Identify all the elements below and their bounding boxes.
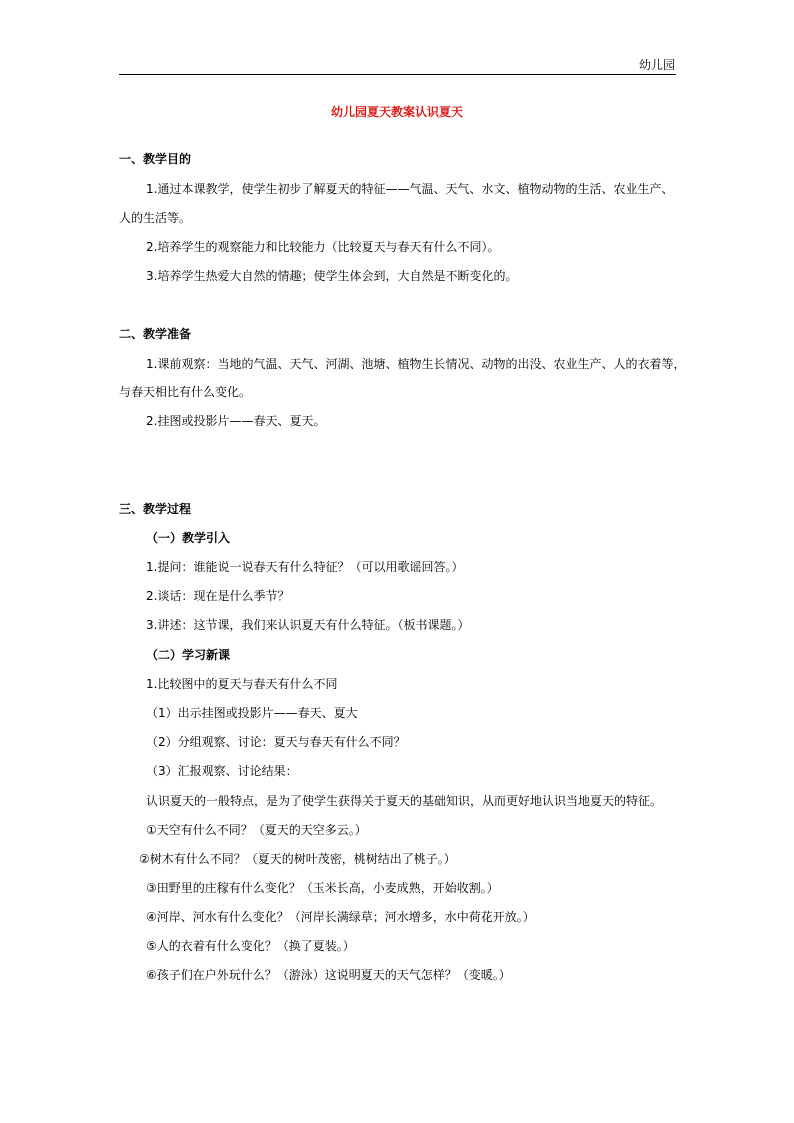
header-label: 幼儿园 bbox=[638, 58, 675, 72]
question-2: ②树木有什么不同？（夏天的树叶茂密，桃树结出了桃子。） bbox=[139, 852, 456, 866]
preparation-2: 2.挂图或投影片——春天、夏天。 bbox=[146, 414, 326, 428]
preparation-1-line-1: 1.课前观察：当地的气温、天气、河湖、池塘、植物生长情况、动物的出没、农业生产、人的衣着等， bbox=[146, 357, 686, 371]
question-5: ⑤人的衣着有什么变化？（换了夏装。） bbox=[146, 939, 355, 953]
subheading-introduction: （一）教学引入 bbox=[146, 531, 231, 545]
intro-step-2: 2.谈话：现在是什么季节？ bbox=[146, 589, 290, 603]
header-rule bbox=[119, 74, 676, 75]
lesson-substep-1: （1）出示挂图或投影片——春天、夏大 bbox=[146, 706, 358, 720]
lesson-substep-3: （3）汇报观察、讨论结果： bbox=[146, 764, 298, 778]
objective-3: 3.培养学生热爱大自然的情趣；使学生体会到，大自然是不断变化的。 bbox=[146, 269, 518, 283]
preparation-1-line-2: 与春天相比有什么变化。 bbox=[119, 385, 252, 399]
question-1: ①天空有什么不同？（夏天的天空多云。） bbox=[146, 823, 367, 837]
section-heading-objectives: 一、教学目的 bbox=[119, 152, 192, 166]
question-6: ⑥孩子们在户外玩什么？（游泳）这说明夏天的天气怎样？（变暖。） bbox=[146, 968, 511, 982]
objective-2: 2.培养学生的观察能力和比较能力（比较夏天与春天有什么不同）。 bbox=[146, 240, 500, 254]
question-4: ④河岸、河水有什么变化？（河岸长满绿草；河水增多，水中荷花开放。） bbox=[146, 910, 535, 924]
section-heading-preparation: 二、教学准备 bbox=[119, 327, 192, 341]
objective-1-line-1: 1.通过本课教学，使学生初步了解夏天的特征——气温、天气、水文、植物动物的生活、农业生产、 bbox=[146, 182, 674, 196]
subheading-new-lesson: （二）学习新课 bbox=[146, 648, 231, 662]
intro-step-1: 1.提问：谁能说一说春天有什么特征？（可以用歌谣回答。） bbox=[146, 560, 464, 574]
section-heading-process: 三、教学过程 bbox=[119, 502, 192, 516]
lesson-paragraph: 认识夏天的一般特点，是为了使学生获得关于夏天的基础知识，从而更好地认识当地夏天的特征。 bbox=[146, 794, 663, 808]
question-3: ③田野里的庄稼有什么变化？（玉米长高，小麦成熟，开始收割。） bbox=[146, 881, 499, 895]
intro-step-3: 3.讲述：这节课，我们来认识夏天有什么特征。（板书课题。） bbox=[146, 618, 470, 632]
objective-1-line-2: 人的生活等。 bbox=[119, 211, 192, 225]
document-title: 幼儿园夏天教案认识夏天 bbox=[330, 105, 463, 119]
lesson-substep-2: （2）分组观察、讨论：夏天与春天有什么不同？ bbox=[146, 735, 406, 749]
lesson-step-1: 1.比较图中的夏天与春天有什么不同 bbox=[146, 677, 338, 691]
